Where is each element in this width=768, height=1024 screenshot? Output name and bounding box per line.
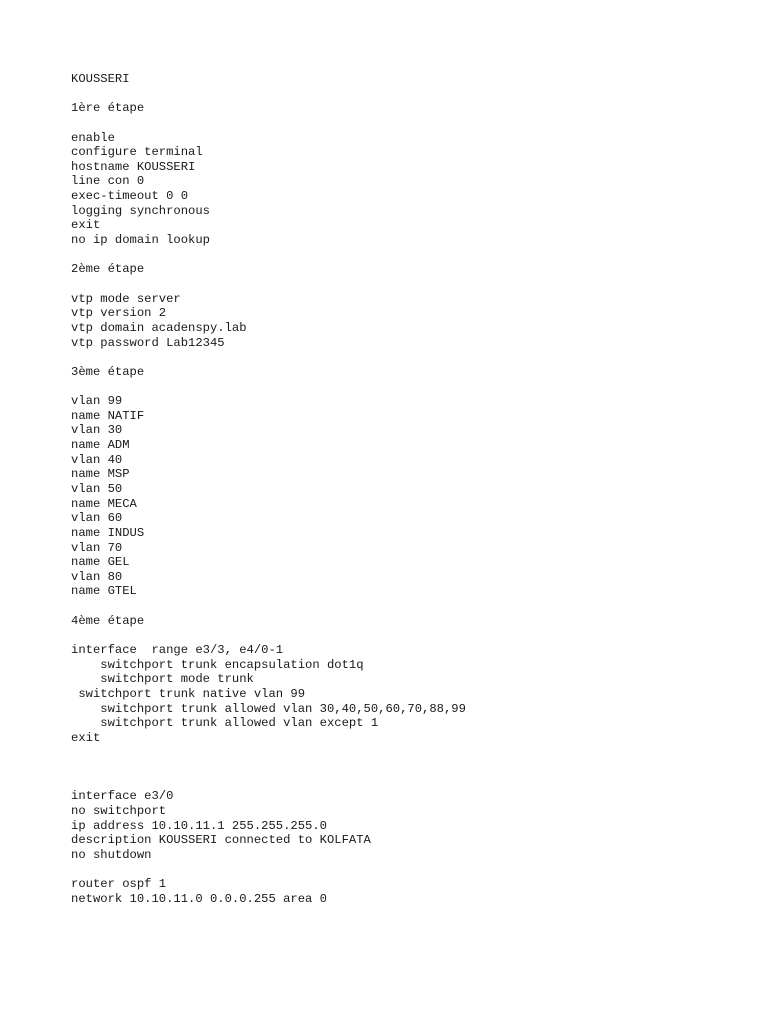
document-line: KOUSSERI xyxy=(71,72,130,86)
document-line: exit xyxy=(71,218,101,233)
document-line: vlan 70 xyxy=(71,540,123,555)
document-line: vtp password Lab12345 xyxy=(71,335,225,350)
blank-line xyxy=(71,775,751,790)
document-line: exit xyxy=(71,730,101,745)
blank-line xyxy=(71,248,751,263)
document-line: name MECA xyxy=(71,496,137,511)
document-line: name GEL xyxy=(71,555,130,570)
blank-line xyxy=(71,87,751,102)
document-line: switchport trunk native vlan 99 xyxy=(71,686,306,701)
blank-line xyxy=(71,760,751,775)
document-line: description KOUSSERI connected to KOLFATA xyxy=(71,833,371,848)
document-line: network 10.10.11.0 0.0.0.255 area 0 xyxy=(71,891,327,906)
document-line: vlan 60 xyxy=(71,511,123,526)
document-line: line con 0 xyxy=(71,174,145,189)
document-line: router ospf 1 xyxy=(71,877,167,892)
blank-line xyxy=(71,277,751,292)
document-line: name NATIF xyxy=(71,408,145,423)
document-line: vlan 99 xyxy=(71,394,123,409)
document-line: enable xyxy=(71,130,115,145)
document-line: ip address 10.10.11.1 255.255.255.0 xyxy=(71,818,327,833)
document-line: interface range e3/3, e4/0-1 xyxy=(71,642,284,657)
document-line: no switchport xyxy=(71,804,167,819)
document-line: switchport trunk encapsulation dot1q xyxy=(71,657,364,672)
document-line: vlan 50 xyxy=(71,481,123,496)
document-line: 2ème étape xyxy=(71,262,145,277)
document-line: 1ère étape xyxy=(71,101,145,116)
blank-line xyxy=(71,116,751,131)
document-line: interface e3/0 xyxy=(71,789,174,804)
blank-line xyxy=(71,745,751,760)
document-line: no shutdown xyxy=(71,847,152,862)
document-line: name GTEL xyxy=(71,584,137,599)
document-line: name MSP xyxy=(71,467,130,482)
document-line: vtp version 2 xyxy=(71,306,167,321)
document-line: switchport trunk allowed vlan 30,40,50,60,70,88,99 xyxy=(71,701,466,716)
document-line: vlan 30 xyxy=(71,423,123,438)
blank-line xyxy=(71,863,751,878)
document-line: 4ème étape xyxy=(71,613,145,628)
document-line: vtp mode server xyxy=(71,291,181,306)
document-line: hostname KOUSSERI xyxy=(71,159,196,174)
document-line: exec-timeout 0 0 xyxy=(71,189,189,204)
document-line: logging synchronous xyxy=(71,203,210,218)
blank-line xyxy=(71,599,751,614)
document-line: vlan 80 xyxy=(71,569,123,584)
blank-line xyxy=(71,379,751,394)
document-line: vlan 40 xyxy=(71,452,123,467)
document-line: configure terminal xyxy=(71,145,203,160)
document-line: vtp domain acadenspy.lab xyxy=(71,320,247,335)
blank-line xyxy=(71,350,751,365)
blank-line xyxy=(71,628,751,643)
document-line: switchport trunk allowed vlan except 1 xyxy=(71,716,379,731)
document-line: name INDUS xyxy=(71,525,145,540)
document-line: name ADM xyxy=(71,438,130,453)
document-body xyxy=(71,72,751,907)
document-line: no ip domain lookup xyxy=(71,233,210,248)
document-line: switchport mode trunk xyxy=(71,672,254,687)
document-line: 3ème étape xyxy=(71,364,145,379)
